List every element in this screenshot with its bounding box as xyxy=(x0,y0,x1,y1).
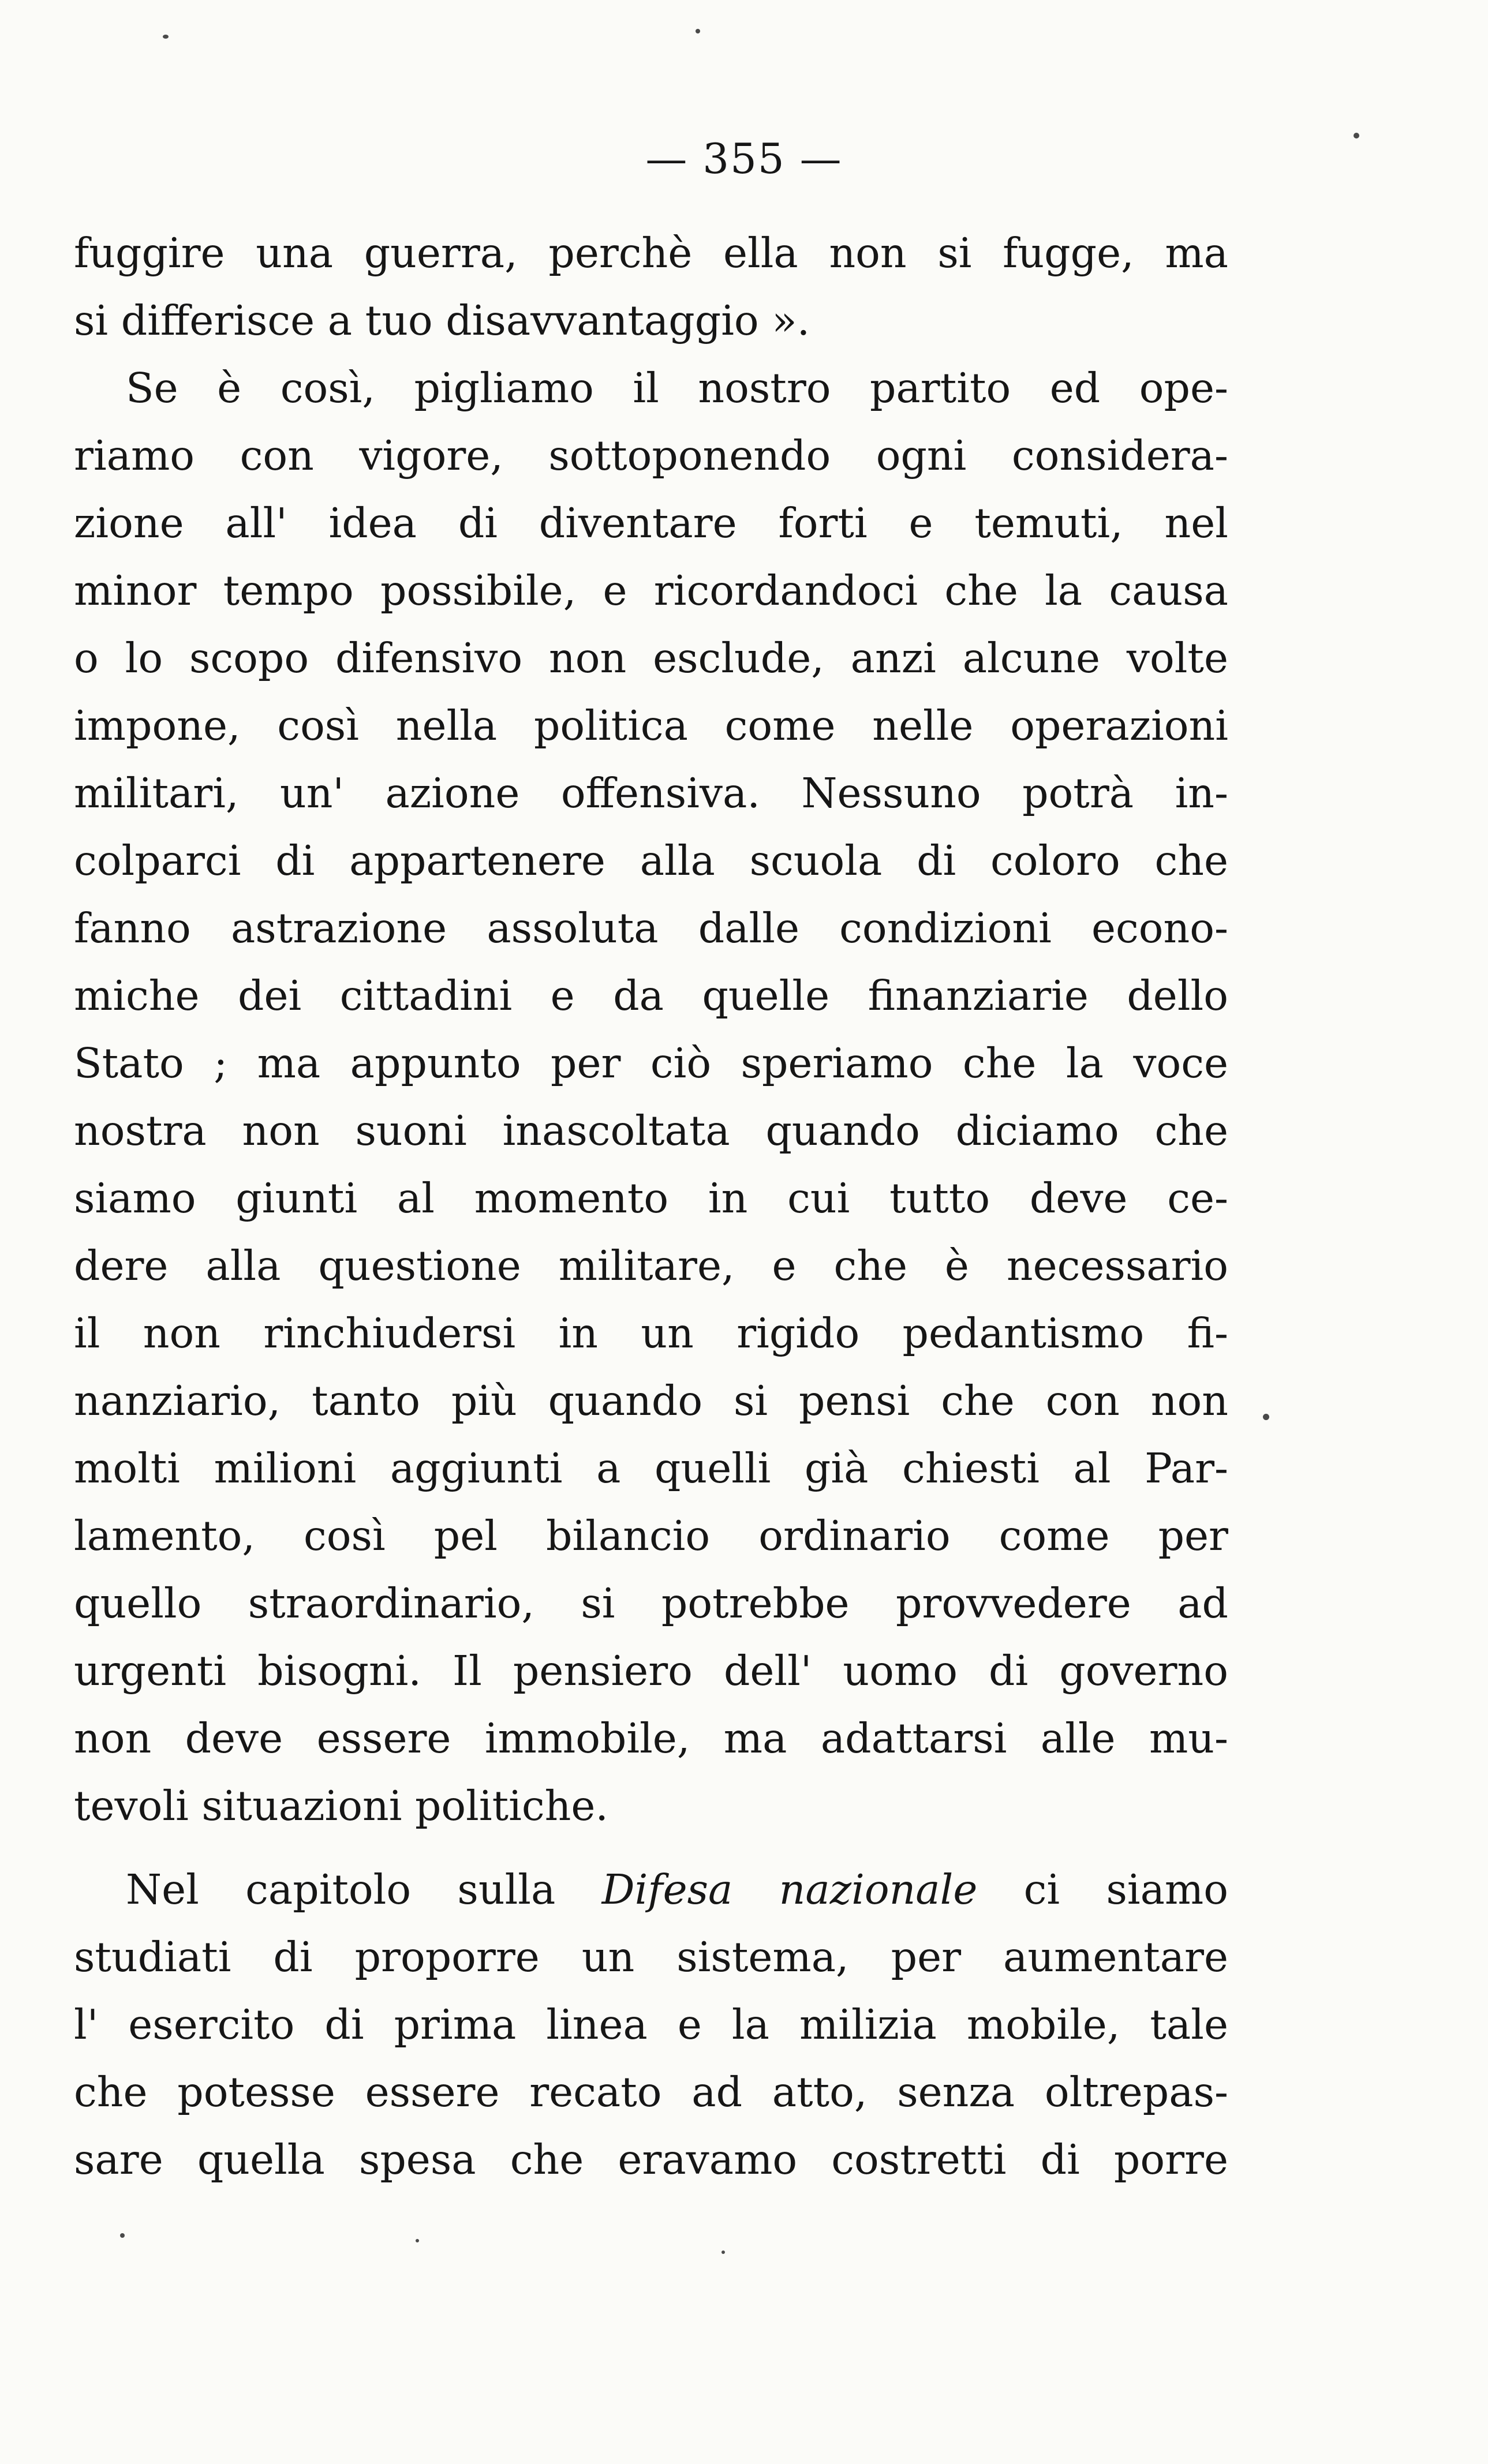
text-line: fuggire una guerra, perchè ella non si fugge, ma xyxy=(74,229,1228,277)
scan-speck xyxy=(1263,1414,1269,1420)
text-line: lamento, così pel bilancio ordinario come per xyxy=(74,1512,1228,1560)
text-line: miche dei cittadini e da quelle finanziarie dello xyxy=(74,972,1228,1020)
text-line: nanziario, tanto più quando si pensi che con non xyxy=(74,1377,1228,1425)
text-line: siamo giunti al momento in cui tutto deve ce- xyxy=(74,1174,1228,1222)
scan-speck xyxy=(120,2233,125,2238)
text-line: quello straordinario, si potrebbe provvedere ad xyxy=(74,1579,1228,1627)
text-line: Stato ; ma appunto per ciò speriamo che la voce xyxy=(74,1039,1228,1087)
text-line: non deve essere immobile, ma adattarsi alle mu- xyxy=(74,1714,1228,1762)
text-line: urgenti bisogni. Il pensiero dell' uomo di governo xyxy=(74,1647,1228,1695)
text-line: riamo con vigore, sottoponendo ogni considera- xyxy=(74,432,1228,480)
text-line: militari, un' azione offensiva. Nessuno potrà in- xyxy=(74,769,1228,817)
text-line: l' esercito di prima linea e la milizia mobile, tale xyxy=(74,2001,1228,2049)
text-run: Nel capitolo sulla xyxy=(126,1866,556,1913)
paragraph-2 xyxy=(74,354,1228,1840)
paragraph-3 xyxy=(74,1856,1228,2193)
paragraph-gap xyxy=(74,1840,1228,1856)
text-line: Se è così, pigliamo il nostro partito ed ope- xyxy=(126,364,1228,412)
text-line: zione all' idea di diventare forti e temuti, nel xyxy=(74,499,1228,547)
italic-title: Difesa nazionale xyxy=(601,1866,978,1913)
text-line: che potesse essere recato ad atto, senza oltrepas- xyxy=(74,2068,1228,2116)
text-line: tevoli situazioni politiche. xyxy=(74,1782,608,1830)
text-line xyxy=(74,1856,1228,1923)
scan-speck xyxy=(163,35,169,39)
text-run: ci siamo xyxy=(1023,1866,1228,1913)
scan-speck xyxy=(416,2239,419,2242)
text-line: minor tempo possibile, e ricordandoci che la causa xyxy=(74,567,1228,615)
text-line: colparci di appartenere alla scuola di coloro che xyxy=(74,837,1228,885)
text-line: dere alla questione militare, e che è necessario xyxy=(74,1242,1228,1290)
scan-speck xyxy=(1354,133,1359,138)
scan-speck xyxy=(696,29,700,33)
text-line: impone, così nella politica come nelle operazioni xyxy=(74,702,1228,750)
text-line: fanno astrazione assoluta dalle condizioni econo- xyxy=(74,904,1228,952)
text-line: molti milioni aggiunti a quelli già chiesti al Par- xyxy=(74,1444,1228,1492)
text-line: il non rinchiudersi in un rigido pedantismo fi- xyxy=(74,1309,1228,1357)
scan-speck xyxy=(721,2250,725,2254)
paragraph-1 xyxy=(74,219,1228,354)
text-line: sare quella spesa che eravamo costretti di porre xyxy=(74,2136,1228,2184)
text-line: studiati di proporre un sistema, per aumentare xyxy=(74,1933,1228,1981)
text-line: nostra non suoni inascoltata quando diciamo che xyxy=(74,1107,1228,1155)
text-line: si differisce a tuo disavvantaggio ». xyxy=(74,297,810,344)
body-text xyxy=(74,219,1228,2193)
page-number: — 355 — xyxy=(645,134,843,183)
text-line: o lo scopo difensivo non esclude, anzi alcune volte xyxy=(74,634,1228,682)
